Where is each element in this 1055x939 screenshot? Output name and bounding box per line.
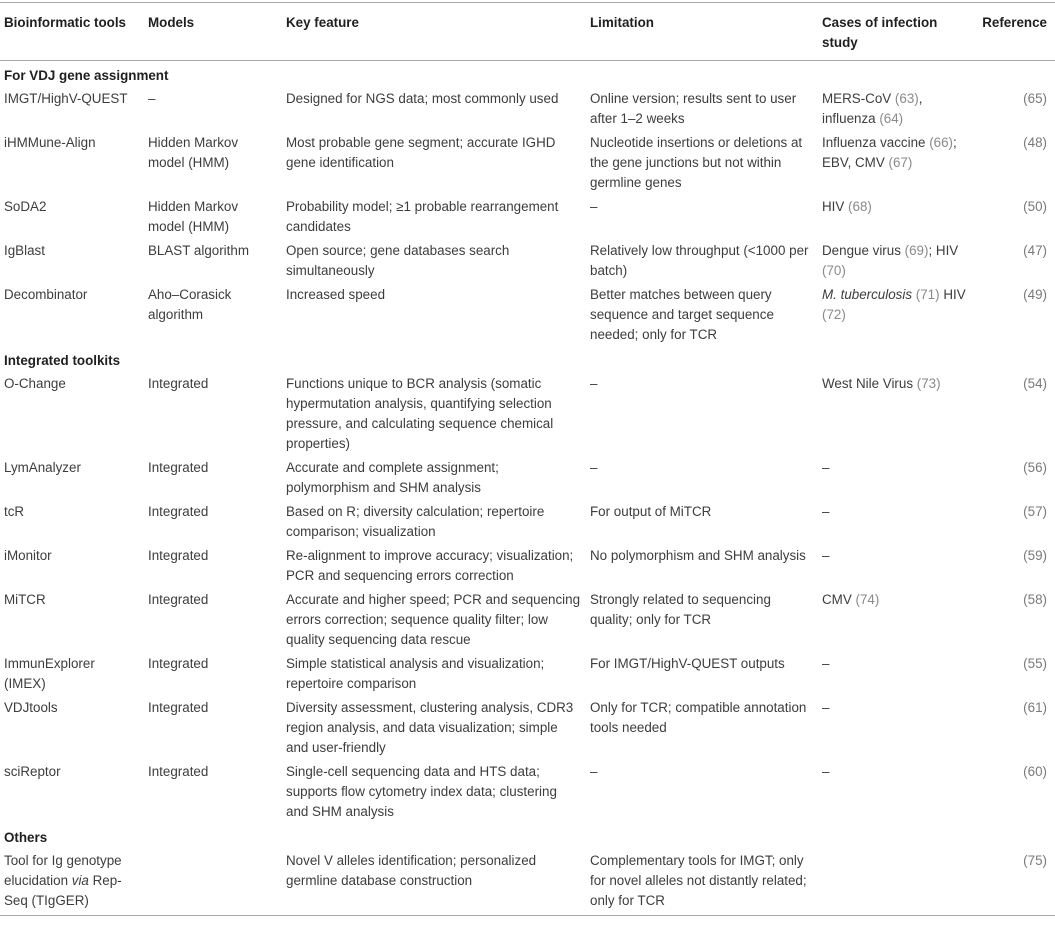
cases-text: HIV <box>822 199 849 214</box>
reference-link[interactable]: (54) <box>1023 376 1047 391</box>
section-title: Integrated toolkits <box>4 353 121 368</box>
cases-text: , influenza <box>822 91 923 126</box>
limitation-cell: For output of MiTCR <box>590 504 712 519</box>
feature-cell: Increased speed <box>286 287 386 302</box>
cases-text: ; EBV, CMV <box>822 135 957 170</box>
table-row <box>0 130 1055 194</box>
citation-link[interactable]: (67) <box>888 155 913 170</box>
limitation-cell: – <box>590 376 598 391</box>
model-cell: Hidden Markov model (HMM) <box>148 199 239 234</box>
table-header-row <box>0 3 1055 61</box>
reference-link[interactable]: (75) <box>1023 853 1047 868</box>
feature-cell: Accurate and higher speed; PCR and sequencing errors correction; sequence quality filter; low quality sequencing data rescue <box>286 592 581 647</box>
cases-cell <box>818 371 973 455</box>
cases-text: West Nile Virus <box>822 376 917 391</box>
header-cases: Cases of infection study <box>818 3 973 61</box>
tool-name-italic: via <box>71 873 89 888</box>
feature-cell: Open source; gene databases search simultaneously <box>286 243 510 278</box>
model-cell: BLAST algorithm <box>148 243 249 258</box>
table-row <box>0 587 1055 651</box>
table-row <box>0 499 1055 543</box>
cases-cell <box>818 194 973 238</box>
feature-cell: Simple statistical analysis and visualization; repertoire comparison <box>286 656 545 691</box>
feature-cell: Novel V alleles identification; personalized germline database construction <box>282 848 586 916</box>
reference-link[interactable]: (61) <box>1023 700 1047 715</box>
model-cell: Integrated <box>148 700 209 715</box>
cases-text: CMV <box>822 592 856 607</box>
table-row <box>0 543 1055 587</box>
tool-name: SoDA2 <box>4 199 47 214</box>
cases-cell: – <box>822 700 830 715</box>
citation-link[interactable]: (72) <box>822 307 846 322</box>
cases-cell: – <box>822 656 830 671</box>
reference-link[interactable]: (48) <box>1023 135 1047 150</box>
reference-cell <box>973 371 1055 455</box>
citation-link[interactable]: (64) <box>879 111 904 126</box>
reference-cell <box>973 194 1055 238</box>
limitation-cell: Better matches between query sequence and target sequence needed; only for TCR <box>590 287 774 342</box>
reference-cell <box>973 759 1055 823</box>
limitation-cell: Only for TCR; compatible annotation tools needed <box>590 700 807 735</box>
reference-cell <box>973 651 1055 695</box>
cases-text: MERS-CoV <box>822 91 895 106</box>
tool-name: IMGT/HighV-QUEST <box>4 91 128 106</box>
reference-link[interactable]: (47) <box>1023 243 1047 258</box>
citation-link[interactable]: (68) <box>848 199 872 214</box>
table-row <box>0 759 1055 823</box>
table-row <box>0 371 1055 455</box>
cases-text: ; HIV <box>928 243 959 258</box>
citation-link[interactable]: (71) <box>912 287 940 302</box>
model-cell: Integrated <box>148 548 209 563</box>
limitation-cell: For IMGT/HighV-QUEST outputs <box>590 656 785 671</box>
table-row <box>0 194 1055 238</box>
tool-name: LymAnalyzer <box>4 460 81 475</box>
reference-link[interactable]: (57) <box>1023 504 1047 519</box>
feature-cell: Single-cell sequencing data and HTS data; supports flow cytometry index data; clustering and SHM analysis <box>286 764 557 819</box>
citation-link[interactable]: (73) <box>916 376 941 391</box>
section-title: Others <box>4 830 48 845</box>
cases-cell <box>818 86 973 130</box>
header-feature: Key feature <box>282 3 586 61</box>
model-cell: Integrated <box>148 460 209 475</box>
model-cell: Integrated <box>148 592 209 607</box>
cases-text: Influenza vaccine <box>822 135 930 150</box>
table-row <box>0 695 1055 759</box>
reference-cell <box>973 86 1055 130</box>
cases-cell <box>818 238 973 282</box>
section-header-row <box>0 61 1055 87</box>
feature-cell: Re-alignment to improve accuracy; visualization; PCR and sequencing errors correction <box>286 548 574 583</box>
limitation-cell: No polymorphism and SHM analysis <box>590 548 806 563</box>
limitation-cell: Online version; results sent to user after 1–2 weeks <box>590 91 797 126</box>
feature-cell: Functions unique to BCR analysis (somatic hypermutation analysis, quantifying selection pressure, and calculating sequence chemical properties) <box>286 376 554 451</box>
reference-link[interactable]: (50) <box>1023 199 1047 214</box>
citation-link[interactable]: (70) <box>822 263 846 278</box>
citation-link[interactable]: (63) <box>894 91 919 106</box>
cases-cell <box>818 130 973 194</box>
reference-cell <box>973 543 1055 587</box>
bioinformatic-tools-table <box>0 2 1055 916</box>
cases-cell <box>818 282 973 346</box>
tool-name-text: Tool for Ig genotype elucidation <box>4 853 122 888</box>
reference-cell <box>973 238 1055 282</box>
citation-link[interactable]: (66) <box>929 135 954 150</box>
reference-cell <box>973 455 1055 499</box>
citation-link[interactable]: (69) <box>904 243 929 258</box>
cases-cell: – <box>822 764 830 779</box>
limitation-cell: – <box>590 460 598 475</box>
model-cell: Integrated <box>148 764 209 779</box>
reference-link[interactable]: (60) <box>1023 764 1047 779</box>
limitation-cell: Relatively low throughput (<1000 per batch) <box>590 243 809 278</box>
tool-name: IgBlast <box>4 243 45 258</box>
table-row <box>0 238 1055 282</box>
table-row <box>0 86 1055 130</box>
tool-name: iMonitor <box>4 548 52 563</box>
limitation-cell: Strongly related to sequencing quality; only for TCR <box>590 592 771 627</box>
header-tools: Bioinformatic tools <box>0 3 144 61</box>
table-row <box>0 651 1055 695</box>
model-cell <box>144 848 282 916</box>
feature-cell: Probability model; ≥1 probable rearrangement candidates <box>286 199 559 234</box>
section-header-row <box>0 823 1055 848</box>
tool-name: MiTCR <box>4 592 46 607</box>
reference-cell <box>973 130 1055 194</box>
cases-cell: – <box>822 460 830 475</box>
header-reference: Reference <box>973 3 1055 61</box>
reference-link[interactable]: (49) <box>1023 287 1047 302</box>
table-row <box>0 282 1055 346</box>
table-body <box>0 61 1055 916</box>
cases-cell: – <box>822 504 830 519</box>
model-cell: Hidden Markov model (HMM) <box>148 135 239 170</box>
model-cell: Integrated <box>148 376 209 391</box>
limitation-cell: Nucleotide insertions or deletions at the gene junctions but not within germline genes <box>590 135 803 190</box>
header-limitation: Limitation <box>586 3 818 61</box>
limitation-cell: – <box>590 764 598 779</box>
cases-text: HIV <box>939 287 966 302</box>
reference-cell <box>973 282 1055 346</box>
reference-link[interactable]: (55) <box>1023 656 1047 671</box>
cases-cell <box>818 587 973 651</box>
tool-name: tcR <box>4 504 25 519</box>
tool-name: O-Change <box>4 376 66 391</box>
model-cell: – <box>148 91 156 106</box>
tool-name: ImmunExplorer (IMEX) <box>4 656 95 691</box>
reference-cell <box>973 848 1055 916</box>
cases-cell: – <box>822 548 830 563</box>
reference-link[interactable]: (56) <box>1023 460 1047 475</box>
section-title: For VDJ gene assignment <box>4 68 169 83</box>
reference-cell <box>973 695 1055 759</box>
table-row <box>0 848 1055 916</box>
limitation-cell: Complementary tools for IMGT; only for novel alleles not distantly related; only for TCR <box>586 848 818 916</box>
feature-cell: Based on R; diversity calculation; repertoire comparison; visualization <box>286 504 545 539</box>
reference-link[interactable]: (58) <box>1023 592 1047 607</box>
tool-name <box>0 848 144 916</box>
model-cell: Integrated <box>148 504 209 519</box>
feature-cell: Accurate and complete assignment; polymorphism and SHM analysis <box>286 460 499 495</box>
tool-name: Decombinator <box>4 287 88 302</box>
model-cell: Integrated <box>148 656 209 671</box>
reference-link[interactable]: (65) <box>1023 91 1047 106</box>
cases-text-italic: M. tuberculosis <box>822 287 913 302</box>
cases-text: Dengue virus <box>822 243 905 258</box>
feature-cell: Designed for NGS data; most commonly used <box>286 91 559 106</box>
table-row <box>0 455 1055 499</box>
tool-name: iHMMune-Align <box>4 135 96 150</box>
reference-cell <box>973 499 1055 543</box>
cases-cell <box>818 848 973 916</box>
model-cell: Aho–Corasick algorithm <box>148 287 232 322</box>
reference-cell <box>973 587 1055 651</box>
tool-name: sciReptor <box>4 764 61 779</box>
tool-name-text: Rep-Seq (TIgGER) <box>4 873 122 908</box>
citation-link[interactable]: (74) <box>855 592 880 607</box>
reference-link[interactable]: (59) <box>1023 548 1047 563</box>
feature-cell: Most probable gene segment; accurate IGHD gene identification <box>286 135 556 170</box>
header-models: Models <box>144 3 282 61</box>
section-header-row <box>0 346 1055 371</box>
tool-name: VDJtools <box>4 700 58 715</box>
limitation-cell: – <box>590 199 598 214</box>
feature-cell: Diversity assessment, clustering analysis, CDR3 region analysis, and data visualization; simple and user-friendly <box>286 700 574 755</box>
